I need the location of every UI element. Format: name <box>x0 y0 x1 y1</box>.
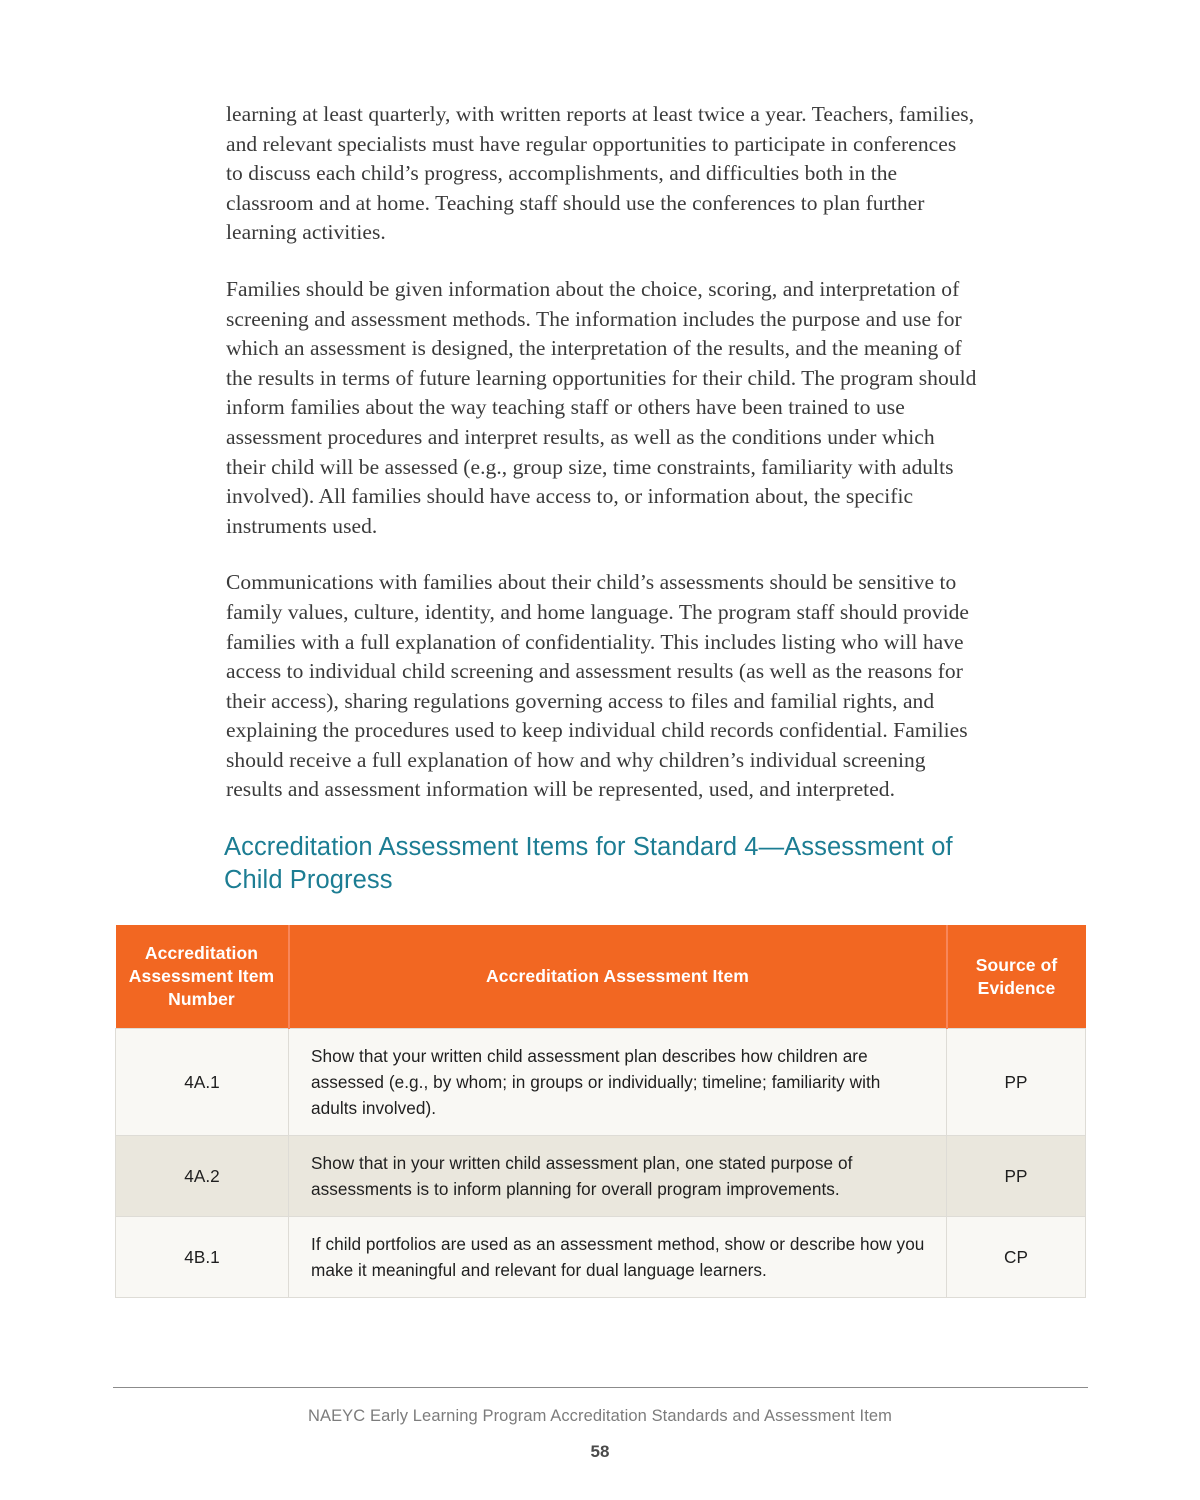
table-row <box>116 1029 1086 1136</box>
accreditation-assessment-table-wrapper <box>115 925 1085 1298</box>
section-heading: Accreditation Assessment Items for Standard 4—Assessment of Child Progress <box>224 833 953 894</box>
accreditation-assessment-table <box>115 925 1086 1298</box>
cell-item-text: If child portfolios are used as an assessment method, show or describe how you make it meaningful and relevant for dual language learners. <box>289 1217 947 1298</box>
column-header-item-number: Accreditation Assessment Item Number <box>116 925 289 1029</box>
page-number: 58 <box>590 1442 610 1461</box>
body-text-block <box>226 100 978 805</box>
cell-item-text: Show that in your written child assessment plan, one stated purpose of assessments is to inform planning for overall program improvements. <box>289 1136 947 1217</box>
cell-source-of-evidence: CP <box>947 1217 1086 1298</box>
table-body <box>116 1029 1086 1298</box>
cell-item-number: 4A.1 <box>116 1029 289 1136</box>
table-row <box>116 1136 1086 1217</box>
footer-divider <box>113 1387 1088 1388</box>
cell-source-of-evidence: PP <box>947 1029 1086 1136</box>
table-header-row <box>116 925 1086 1029</box>
paragraph-3: Communications with families about their child’s assessments should be sensitive to family values, culture, identity, and home language. The program staff should provide families with a full explanation of confidentiality. This includes listing who will have access to individual child screening and assessment results (as well as the reasons for their access), sharing regulations governing access to files and familial rights, and explaining the procedures used to keep individual child records confidential. Families should receive a full explanation of how and why children’s individual screening results and assessment information will be represented, used, and interpreted. <box>226 570 970 802</box>
paragraph-1: learning at least quarterly, with written reports at least twice a year. Teachers, families, and relevant specialists must have regular opportunities to participate in conferences to discuss each child’s progress, accomplishments, and difficulties both in the classroom and at home. Teaching staff should use the conferences to plan further learning activities. <box>226 102 975 245</box>
footer-caption: NAEYC Early Learning Program Accreditation Standards and Assessment Item <box>307 1407 893 1425</box>
paragraph-2: Families should be given information about the choice, scoring, and interpretation of screening and assessment methods. The information includes the purpose and use for which an assessment is designed, the interpretation of the results, and the meaning of the results in terms of future learning opportunities for their child. The program should inform families about the way teaching staff or others have been trained to use assessment procedures and interpret results, as well as the conditions under which their child will be assessed (e.g., group size, time constraints, familiarity with adults involved). All families should have access to, or information about, the specific instruments used. <box>226 276 977 538</box>
cell-source-of-evidence: PP <box>947 1136 1086 1217</box>
column-header-source: Source of Evidence <box>947 925 1086 1029</box>
column-header-item: Accreditation Assessment Item <box>289 925 947 1029</box>
table-row <box>116 1217 1086 1298</box>
cell-item-text: Show that your written child assessment plan describes how children are assessed (e.g., by whom; in groups or individually; timeline; familiarity with adults involved). <box>289 1029 947 1136</box>
cell-item-number: 4A.2 <box>116 1136 289 1217</box>
cell-item-number: 4B.1 <box>116 1217 289 1298</box>
